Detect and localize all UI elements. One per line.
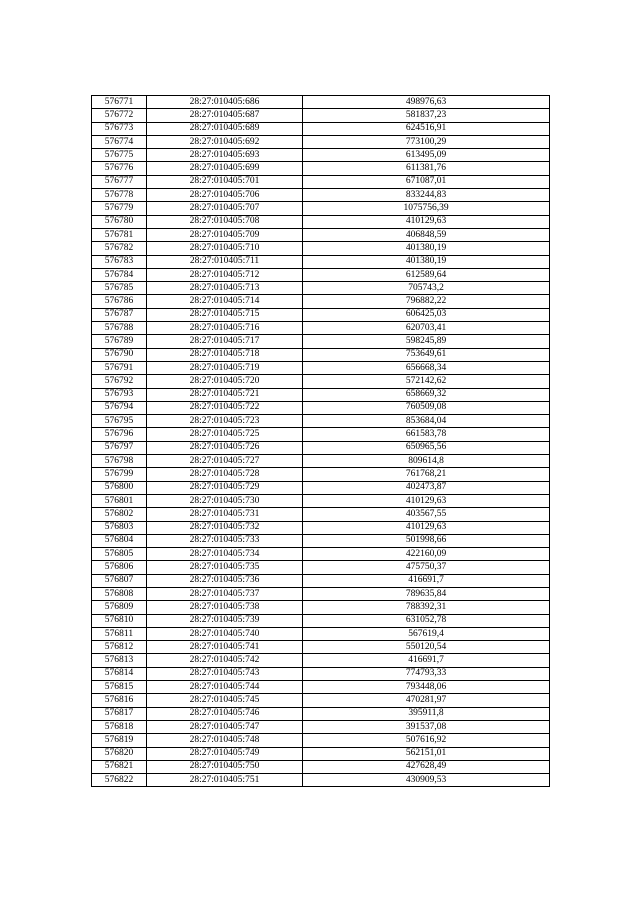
cadastral-value-cell: 774793,33	[303, 667, 550, 680]
row-number-cell: 576790	[92, 348, 147, 361]
row-number-cell: 576819	[92, 734, 147, 747]
cadastral-number-cell: 28:27:010405:708	[147, 215, 303, 228]
table-row	[92, 282, 550, 295]
table-row	[92, 322, 550, 335]
cadastral-number-cell: 28:27:010405:719	[147, 361, 303, 374]
table-row	[92, 707, 550, 720]
table-row	[92, 561, 550, 574]
row-number-cell: 576799	[92, 468, 147, 481]
cadastral-number-cell: 28:27:010405:732	[147, 521, 303, 534]
row-number-cell: 576796	[92, 428, 147, 441]
cadastral-value-cell: 410129,63	[303, 521, 550, 534]
row-number-cell: 576803	[92, 521, 147, 534]
cadastral-value-cell: 789635,84	[303, 587, 550, 600]
row-number-cell: 576775	[92, 149, 147, 162]
table-row	[92, 468, 550, 481]
row-number-cell: 576785	[92, 282, 147, 295]
table-row	[92, 494, 550, 507]
row-number-cell: 576801	[92, 494, 147, 507]
cadastral-value-cell: 598245,89	[303, 335, 550, 348]
row-number-cell: 576781	[92, 228, 147, 241]
row-number-cell: 576778	[92, 189, 147, 202]
row-number-cell: 576816	[92, 694, 147, 707]
cadastral-value-cell: 470281,97	[303, 694, 550, 707]
cadastral-value-cell: 401380,19	[303, 242, 550, 255]
cadastral-value-cell: 410129,63	[303, 494, 550, 507]
cadastral-value-table	[91, 95, 550, 787]
cadastral-value-cell: 753649,61	[303, 348, 550, 361]
table-row	[92, 627, 550, 640]
table-row	[92, 295, 550, 308]
row-number-cell: 576788	[92, 322, 147, 335]
cadastral-number-cell: 28:27:010405:717	[147, 335, 303, 348]
table-row	[92, 109, 550, 122]
cadastral-number-cell: 28:27:010405:712	[147, 268, 303, 281]
table-row	[92, 641, 550, 654]
row-number-cell: 576808	[92, 587, 147, 600]
cadastral-value-cell: 796882,22	[303, 295, 550, 308]
cadastral-value-cell: 395911,8	[303, 707, 550, 720]
cadastral-value-cell: 403567,55	[303, 508, 550, 521]
cadastral-number-cell: 28:27:010405:728	[147, 468, 303, 481]
cadastral-number-cell: 28:27:010405:743	[147, 667, 303, 680]
cadastral-number-cell: 28:27:010405:689	[147, 122, 303, 135]
table-row	[92, 574, 550, 587]
cadastral-value-cell: 416691,7	[303, 654, 550, 667]
cadastral-value-cell: 567619,4	[303, 627, 550, 640]
table-row	[92, 534, 550, 547]
cadastral-value-cell: 410129,63	[303, 215, 550, 228]
table-row	[92, 734, 550, 747]
cadastral-number-cell: 28:27:010405:725	[147, 428, 303, 441]
cadastral-number-cell: 28:27:010405:738	[147, 601, 303, 614]
cadastral-number-cell: 28:27:010405:711	[147, 255, 303, 268]
row-number-cell: 576811	[92, 627, 147, 640]
row-number-cell: 576821	[92, 760, 147, 773]
row-number-cell: 576794	[92, 401, 147, 414]
cadastral-number-cell: 28:27:010405:720	[147, 375, 303, 388]
cadastral-number-cell: 28:27:010405:687	[147, 109, 303, 122]
cadastral-value-cell: 809614,8	[303, 455, 550, 468]
table-row	[92, 242, 550, 255]
cadastral-number-cell: 28:27:010405:723	[147, 415, 303, 428]
cadastral-number-cell: 28:27:010405:699	[147, 162, 303, 175]
row-number-cell: 576806	[92, 561, 147, 574]
cadastral-number-cell: 28:27:010405:727	[147, 455, 303, 468]
table-row	[92, 189, 550, 202]
cadastral-number-cell: 28:27:010405:716	[147, 322, 303, 335]
row-number-cell: 576812	[92, 641, 147, 654]
row-number-cell: 576813	[92, 654, 147, 667]
cadastral-value-cell: 550120,54	[303, 641, 550, 654]
cadastral-number-cell: 28:27:010405:742	[147, 654, 303, 667]
table-row	[92, 654, 550, 667]
cadastral-number-cell: 28:27:010405:751	[147, 774, 303, 787]
cadastral-number-cell: 28:27:010405:733	[147, 534, 303, 547]
table-row	[92, 441, 550, 454]
cadastral-value-cell: 624516,91	[303, 122, 550, 135]
row-number-cell: 576795	[92, 415, 147, 428]
row-number-cell: 576779	[92, 202, 147, 215]
table-row	[92, 135, 550, 148]
row-number-cell: 576787	[92, 308, 147, 321]
row-number-cell: 576804	[92, 534, 147, 547]
row-number-cell: 576792	[92, 375, 147, 388]
cadastral-number-cell: 28:27:010405:718	[147, 348, 303, 361]
table-row	[92, 667, 550, 680]
cadastral-number-cell: 28:27:010405:750	[147, 760, 303, 773]
table-row	[92, 747, 550, 760]
row-number-cell: 576789	[92, 335, 147, 348]
row-number-cell: 576798	[92, 455, 147, 468]
cadastral-number-cell: 28:27:010405:713	[147, 282, 303, 295]
table-row	[92, 228, 550, 241]
cadastral-value-cell: 401380,19	[303, 255, 550, 268]
table-row	[92, 455, 550, 468]
table-row	[92, 361, 550, 374]
cadastral-value-cell: 658669,32	[303, 388, 550, 401]
row-number-cell: 576793	[92, 388, 147, 401]
cadastral-value-cell: 606425,03	[303, 308, 550, 321]
table-row	[92, 760, 550, 773]
cadastral-value-cell: 656668,34	[303, 361, 550, 374]
row-number-cell: 576771	[92, 96, 147, 109]
cadastral-number-cell: 28:27:010405:721	[147, 388, 303, 401]
cadastral-number-cell: 28:27:010405:736	[147, 574, 303, 587]
row-number-cell: 576797	[92, 441, 147, 454]
cadastral-value-cell: 612589,64	[303, 268, 550, 281]
table-row	[92, 481, 550, 494]
cadastral-number-cell: 28:27:010405:745	[147, 694, 303, 707]
row-number-cell: 576807	[92, 574, 147, 587]
table-row	[92, 202, 550, 215]
row-number-cell: 576774	[92, 135, 147, 148]
row-number-cell: 576772	[92, 109, 147, 122]
row-number-cell: 576817	[92, 707, 147, 720]
cadastral-number-cell: 28:27:010405:707	[147, 202, 303, 215]
table-row	[92, 308, 550, 321]
table-row	[92, 428, 550, 441]
table-row	[92, 720, 550, 733]
cadastral-value-cell: 430909,53	[303, 774, 550, 787]
row-number-cell: 576818	[92, 720, 147, 733]
row-number-cell: 576805	[92, 548, 147, 561]
cadastral-number-cell: 28:27:010405:734	[147, 548, 303, 561]
table-row	[92, 268, 550, 281]
cadastral-value-cell: 833244,83	[303, 189, 550, 202]
cadastral-number-cell: 28:27:010405:693	[147, 149, 303, 162]
cadastral-number-cell: 28:27:010405:722	[147, 401, 303, 414]
row-number-cell: 576800	[92, 481, 147, 494]
cadastral-value-cell: 671087,01	[303, 175, 550, 188]
cadastral-value-cell: 416691,7	[303, 574, 550, 587]
row-number-cell: 576791	[92, 361, 147, 374]
table-row	[92, 587, 550, 600]
row-number-cell: 576773	[92, 122, 147, 135]
table-row	[92, 614, 550, 627]
cadastral-value-cell: 661583,78	[303, 428, 550, 441]
cadastral-value-cell: 501998,66	[303, 534, 550, 547]
cadastral-number-cell: 28:27:010405:730	[147, 494, 303, 507]
table-body	[92, 96, 550, 787]
cadastral-value-cell: 562151,01	[303, 747, 550, 760]
cadastral-value-cell: 507616,92	[303, 734, 550, 747]
cadastral-value-cell: 427628,49	[303, 760, 550, 773]
cadastral-value-cell: 853684,04	[303, 415, 550, 428]
table-row	[92, 415, 550, 428]
cadastral-value-cell: 761768,21	[303, 468, 550, 481]
cadastral-value-cell: 475750,37	[303, 561, 550, 574]
cadastral-value-cell: 572142,62	[303, 375, 550, 388]
cadastral-number-cell: 28:27:010405:740	[147, 627, 303, 640]
table-row	[92, 694, 550, 707]
row-number-cell: 576815	[92, 681, 147, 694]
table-row	[92, 96, 550, 109]
cadastral-number-cell: 28:27:010405:729	[147, 481, 303, 494]
table-row	[92, 348, 550, 361]
cadastral-value-cell: 631052,78	[303, 614, 550, 627]
row-number-cell: 576809	[92, 601, 147, 614]
row-number-cell: 576820	[92, 747, 147, 760]
cadastral-number-cell: 28:27:010405:726	[147, 441, 303, 454]
cadastral-number-cell: 28:27:010405:749	[147, 747, 303, 760]
table-row	[92, 335, 550, 348]
table-row	[92, 255, 550, 268]
cadastral-number-cell: 28:27:010405:744	[147, 681, 303, 694]
cadastral-value-cell: 406848,59	[303, 228, 550, 241]
row-number-cell: 576783	[92, 255, 147, 268]
row-number-cell: 576786	[92, 295, 147, 308]
table-row	[92, 548, 550, 561]
cadastral-number-cell: 28:27:010405:706	[147, 189, 303, 202]
table-row	[92, 215, 550, 228]
row-number-cell: 576810	[92, 614, 147, 627]
row-number-cell: 576780	[92, 215, 147, 228]
cadastral-value-cell: 611381,76	[303, 162, 550, 175]
cadastral-number-cell: 28:27:010405:739	[147, 614, 303, 627]
cadastral-number-cell: 28:27:010405:748	[147, 734, 303, 747]
row-number-cell: 576777	[92, 175, 147, 188]
row-number-cell: 576822	[92, 774, 147, 787]
table-row	[92, 774, 550, 787]
cadastral-value-cell: 773100,29	[303, 135, 550, 148]
table-row	[92, 175, 550, 188]
cadastral-value-cell: 1075756,39	[303, 202, 550, 215]
row-number-cell: 576782	[92, 242, 147, 255]
cadastral-number-cell: 28:27:010405:686	[147, 96, 303, 109]
cadastral-number-cell: 28:27:010405:714	[147, 295, 303, 308]
cadastral-value-cell: 760509,08	[303, 401, 550, 414]
table-row	[92, 375, 550, 388]
table-row	[92, 122, 550, 135]
cadastral-number-cell: 28:27:010405:735	[147, 561, 303, 574]
row-number-cell: 576802	[92, 508, 147, 521]
table-row	[92, 149, 550, 162]
row-number-cell: 576814	[92, 667, 147, 680]
cadastral-number-cell: 28:27:010405:701	[147, 175, 303, 188]
table-row	[92, 162, 550, 175]
cadastral-number-cell: 28:27:010405:692	[147, 135, 303, 148]
cadastral-value-cell: 620703,41	[303, 322, 550, 335]
cadastral-number-cell: 28:27:010405:741	[147, 641, 303, 654]
cadastral-number-cell: 28:27:010405:747	[147, 720, 303, 733]
cadastral-value-cell: 793448,06	[303, 681, 550, 694]
cadastral-value-cell: 422160,09	[303, 548, 550, 561]
table-row	[92, 401, 550, 414]
cadastral-number-cell: 28:27:010405:737	[147, 587, 303, 600]
table-row	[92, 508, 550, 521]
table-row	[92, 521, 550, 534]
cadastral-value-cell: 498976,63	[303, 96, 550, 109]
cadastral-number-cell: 28:27:010405:709	[147, 228, 303, 241]
table-row	[92, 388, 550, 401]
cadastral-number-cell: 28:27:010405:710	[147, 242, 303, 255]
row-number-cell: 576776	[92, 162, 147, 175]
cadastral-value-cell: 650965,56	[303, 441, 550, 454]
row-number-cell: 576784	[92, 268, 147, 281]
cadastral-number-cell: 28:27:010405:715	[147, 308, 303, 321]
cadastral-value-cell: 581837,23	[303, 109, 550, 122]
cadastral-value-cell: 705743,2	[303, 282, 550, 295]
table-row	[92, 601, 550, 614]
cadastral-number-cell: 28:27:010405:731	[147, 508, 303, 521]
cadastral-value-cell: 402473,87	[303, 481, 550, 494]
cadastral-number-cell: 28:27:010405:746	[147, 707, 303, 720]
cadastral-value-cell: 613495,09	[303, 149, 550, 162]
cadastral-value-cell: 391537,08	[303, 720, 550, 733]
cadastral-value-cell: 788392,31	[303, 601, 550, 614]
table-row	[92, 681, 550, 694]
